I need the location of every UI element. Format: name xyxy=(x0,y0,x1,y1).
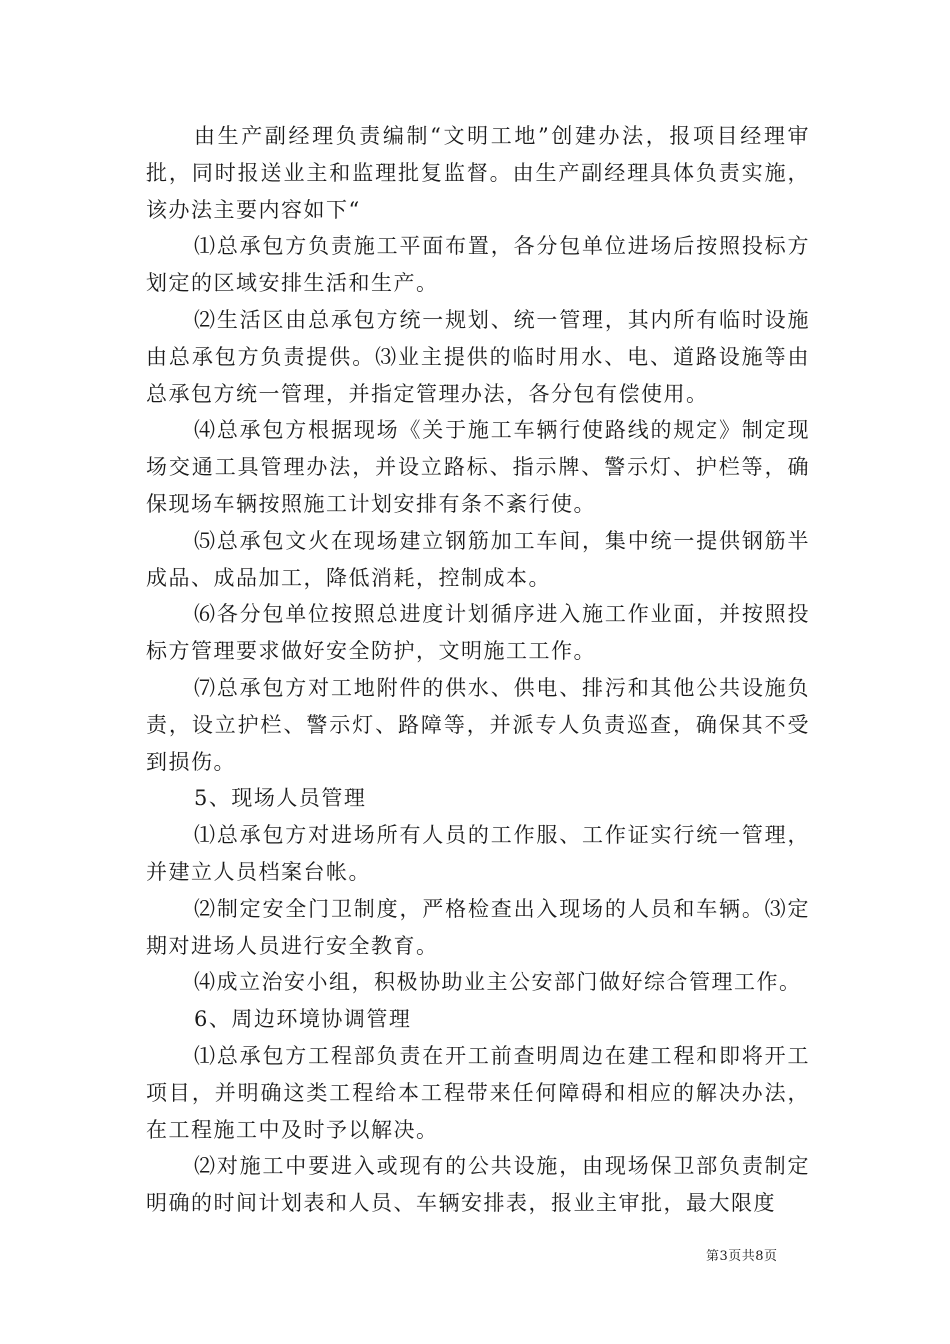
paragraph: ⑸总承包文火在现场建立钢筋加工车间，集中统一提供钢筋半成品、成品加工，降低消耗，控制成本。 xyxy=(146,528,810,590)
paragraph: 由生产副经理负责编制“文明工地”创建办法，报项目经理审批，同时报送业主和监理批复监督。由生产副经理具体负责实施，该办法主要内容如下“ xyxy=(146,124,810,222)
body-text xyxy=(146,118,810,1222)
section-heading: 6、周边环境协调管理 xyxy=(194,1007,412,1032)
paragraph: ⑵生活区由总承包方统一规划、统一管理，其内所有临时设施由总承包方负责提供。⑶业主提供的临时用水、电、道路设施等由总承包方统一管理，并指定管理办法，各分包有偿使用。 xyxy=(146,307,810,406)
paragraph: ⑷成立治安小组，积极协助业主公安部门做好综合管理工作。 xyxy=(194,970,802,995)
paragraph: ⑴总承包方负责施工平面布置，各分包单位进场后按照投标方划定的区域安排生活和生产。 xyxy=(146,234,810,296)
paragraph: ⑵制定安全门卫制度，严格检查出入现场的人员和车辆。⑶定期对进场人员进行安全教育。 xyxy=(146,896,810,958)
paragraph: ⑹各分包单位按照总进度计划循序进入施工作业面，并按照投标方管理要求做好安全防护，文明施工工作。 xyxy=(146,602,810,664)
paragraph: ⑴总承包方对进场所有人员的工作服、工作证实行统一管理，并建立人员档案台帐。 xyxy=(146,823,810,884)
page-number-footer: 第3页共8页 xyxy=(706,1249,778,1264)
paragraph: ⑵对施工中要进入或现有的公共设施，由现场保卫部负责制定明确的时间计划表和人员、车辆安排表，报业主审批，最大限度 xyxy=(146,1154,810,1216)
section-heading: 5、现场人员管理 xyxy=(194,786,367,811)
paragraph: ⑷总承包方根据现场《关于施工车辆行使路线的规定》制定现场交通工具管理办法，并设立路标、指示牌、警示灯、护栏等，确保现场车辆按照施工计划安排有条不紊行使。 xyxy=(146,418,810,516)
paragraph: ⑴总承包方工程部负责在开工前查明周边在建工程和即将开工项目，并明确这类工程给本工程带来任何障碍和相应的解决办法，在工程施工中及时予以解决。 xyxy=(146,1043,810,1142)
paragraph: ⑺总承包方对工地附件的供水、供电、排污和其他公共设施负责，设立护栏、警示灯、路障等，并派专人负责巡查，确保其不受到损伤。 xyxy=(146,675,810,774)
